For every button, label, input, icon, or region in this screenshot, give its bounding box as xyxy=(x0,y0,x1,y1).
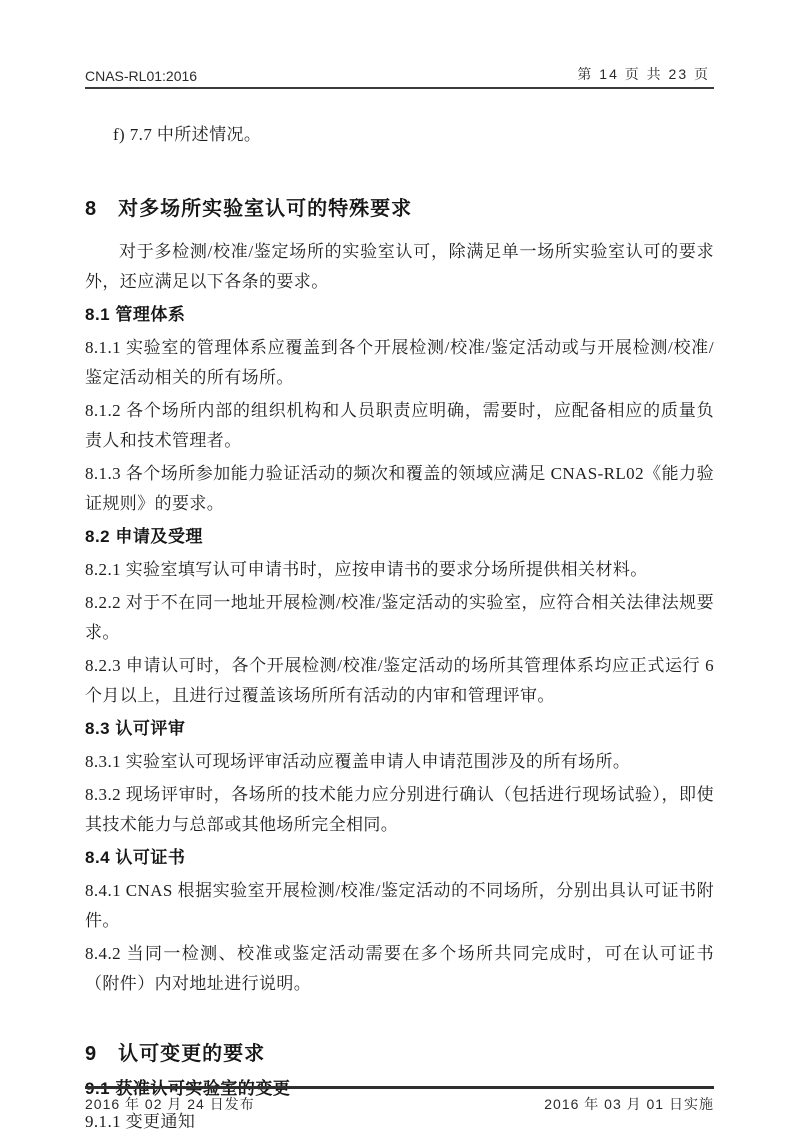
subsection-8-2-title: 8.2 申请及受理 xyxy=(85,527,203,546)
subsection-8-3-title: 8.3 认可评审 xyxy=(85,719,186,738)
page-number-label: 第 14 页 共 23 页 xyxy=(573,64,714,89)
document-code: CNAS-RL01:2016 xyxy=(85,68,198,84)
section-8-intro: 对于多检测/校准/鉴定场所的实验室认可，除满足单一场所实验室认可的要求外，还应满足以下各条的要求。 xyxy=(85,242,714,291)
subsection-8-4-title: 8.4 认可证书 xyxy=(85,848,186,867)
clause-8-2-2: 8.2.2 对于不在同一地址开展检测/校准/鉴定活动的实验室，应符合相关法律法规要求。 xyxy=(85,593,714,642)
subsection-9-1-title: 9.1 获准认可实验室的变更 xyxy=(85,1079,291,1098)
implementation-date: 2016 年 03 月 01 日实施 xyxy=(544,1096,714,1112)
clause-8-3-2: 8.3.2 现场评审时，各场所的技术能力应分别进行确认（包括进行现场试验），即使其技术能力与总部或其他场所完全相同。 xyxy=(85,785,714,834)
clause-8-2-3: 8.2.3 申请认可时，各个开展检测/校准/鉴定活动的场所其管理体系均应正式运行 6 个月以上，且进行过覆盖该场所所有活动的内审和管理评审。 xyxy=(85,656,714,705)
list-item-f: f) 7.7 中所述情况。 xyxy=(113,125,262,144)
clause-8-1-3: 8.1.3 各个场所参加能力验证活动的频次和覆盖的领域应满足 CNAS-RL02《能力验证规则》的要求。 xyxy=(85,464,714,513)
section-8-title: 8 对多场所实验室认可的特殊要求 xyxy=(85,198,413,220)
section-9-title: 9 认可变更的要求 xyxy=(85,1043,266,1065)
clause-8-1-1: 8.1.1 实验室的管理体系应覆盖到各个开展检测/校准/鉴定活动或与开展检测/校准/鉴定活动相关的所有场所。 xyxy=(85,338,714,387)
clause-8-3-1: 8.3.1 实验室认可现场评审活动应覆盖申请人申请范围涉及的所有场所。 xyxy=(85,752,631,771)
clause-8-4-2: 8.4.2 当同一检测、校准或鉴定活动需要在多个场所共同完成时，可在认可证书（附件）内对地址进行说明。 xyxy=(85,944,714,993)
page-footer xyxy=(85,1086,714,1114)
issue-date: 2016 年 02 月 24 日发布 xyxy=(85,1096,255,1112)
document-body xyxy=(85,90,714,1132)
subsection-8-1-title: 8.1 管理体系 xyxy=(85,305,186,324)
page-header xyxy=(85,64,714,89)
clause-9-1-1: 9.1.1 变更通知 xyxy=(85,1112,196,1131)
clause-8-2-1: 8.2.1 实验室填写认可申请书时，应按申请书的要求分场所提供相关材料。 xyxy=(85,560,648,579)
clause-8-1-2: 8.1.2 各个场所内部的组织机构和人员职责应明确，需要时，应配备相应的质量负责人和技术管理者。 xyxy=(85,401,714,450)
clause-8-4-1: 8.4.1 CNAS 根据实验室开展检测/校准/鉴定活动的不同场所，分别出具认可证书附件。 xyxy=(85,881,714,930)
